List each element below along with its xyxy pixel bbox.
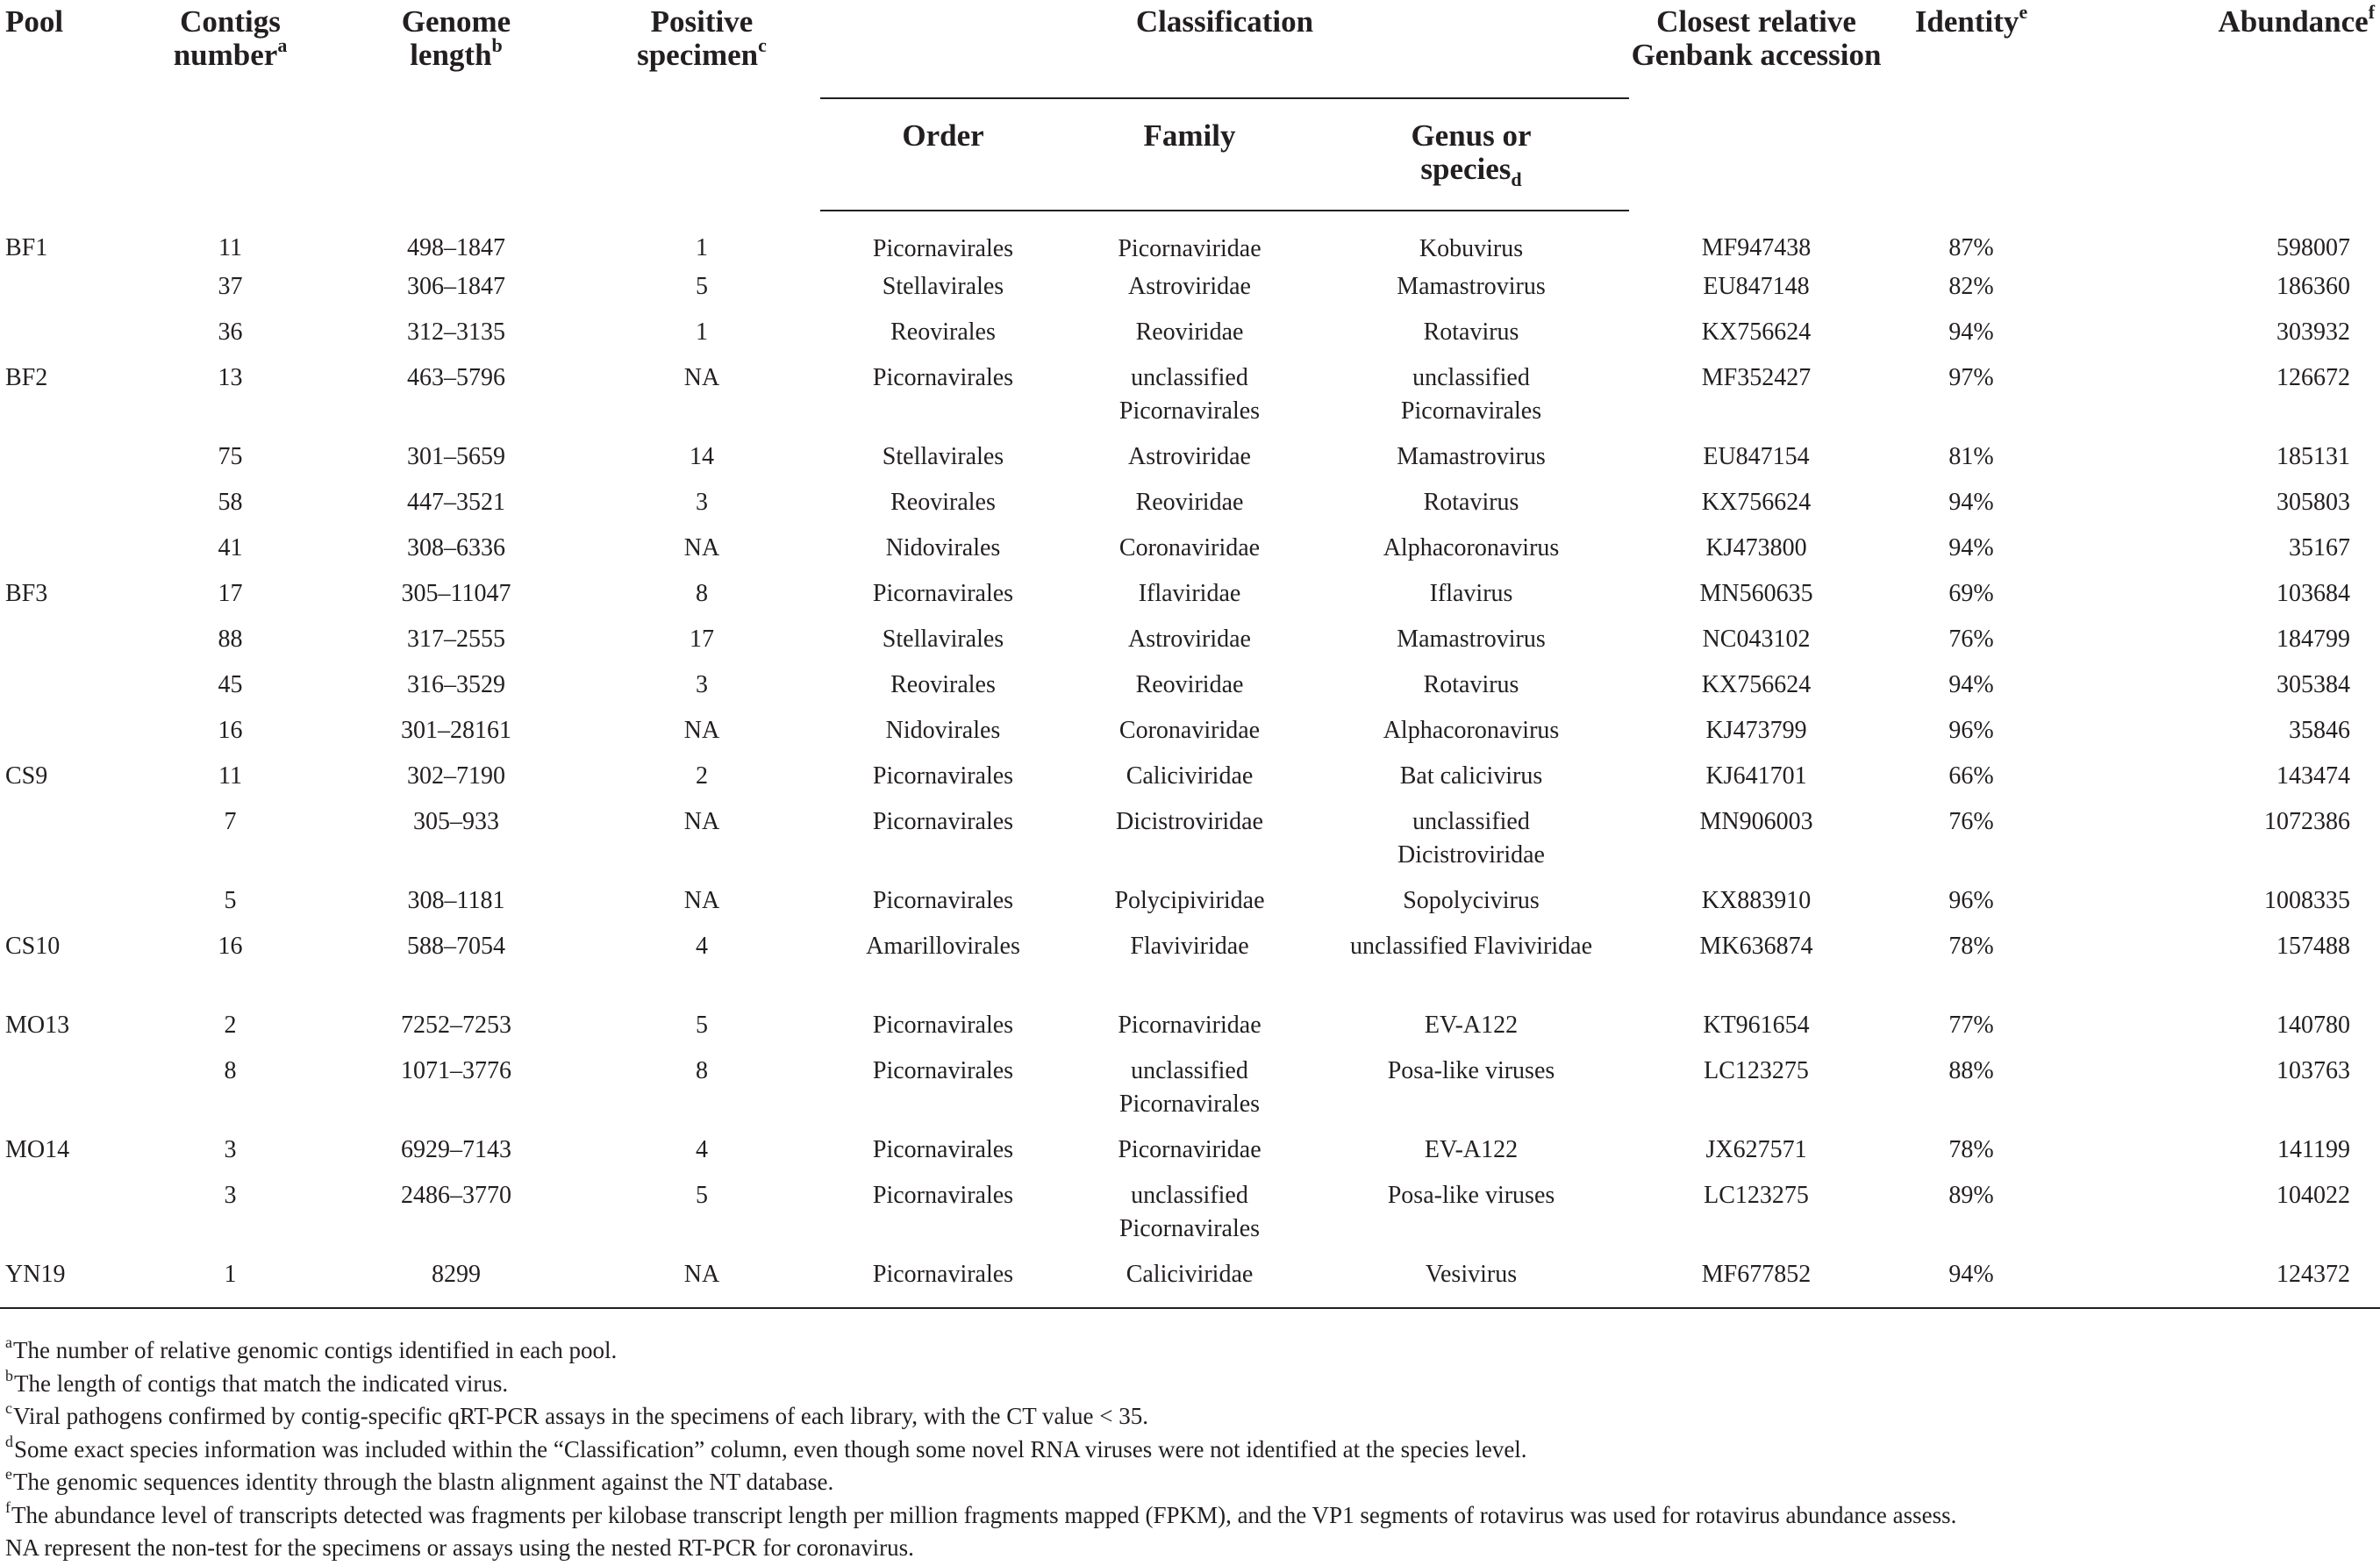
cell-genome-length: 312–3135 — [407, 318, 505, 346]
footnote — [5, 1368, 2374, 1401]
cell-contigs-number: 16 — [218, 717, 243, 744]
table-row — [0, 482, 2380, 527]
cell-identity: 94% — [1883, 1254, 2059, 1308]
cell-genbank-accession: KX756624 — [1701, 318, 1812, 346]
cell-pool — [0, 266, 132, 311]
footnote — [5, 1499, 2374, 1533]
cell-order: Picornavirales — [872, 1012, 1014, 1039]
cell-identity: 96% — [1948, 717, 1994, 744]
cell-pool — [0, 436, 132, 482]
header-classification: Classification — [820, 0, 1629, 98]
cell-identity: 97% — [1948, 364, 1994, 391]
cell-positive-specimen: 14 — [690, 443, 714, 470]
table-row — [0, 755, 2380, 801]
cell-order: Picornavirales — [872, 1057, 1014, 1084]
cell-positive-specimen: NA — [683, 808, 720, 835]
cell-order: Stellavirales — [882, 626, 1004, 653]
footnote — [5, 1434, 2374, 1467]
table-row — [0, 926, 2380, 1005]
cell-genome-length: 7252–7253 — [401, 1012, 511, 1039]
cell-abundance: 184799 — [2276, 626, 2351, 653]
cell-positive-specimen: 1 — [696, 234, 708, 261]
cell-genus-species: Iflavirus — [1429, 580, 1513, 607]
cell-abundance: 1008335 — [2264, 887, 2351, 914]
cell-pool — [0, 311, 132, 357]
cell-pool — [0, 664, 132, 710]
footnote — [5, 1532, 2374, 1565]
cell-genome-length: 305–11047 — [401, 580, 511, 607]
cell-genome-length: 498–1847 — [407, 234, 505, 261]
cell-genome-length: 301–5659 — [407, 443, 505, 470]
cell-order: Picornavirales — [872, 762, 1014, 790]
cell-identity: 94% — [1948, 318, 1994, 346]
cell-contigs-number: 13 — [218, 364, 243, 391]
cell-genome-length: 463–5796 — [407, 364, 505, 391]
cell-identity: 76% — [1948, 626, 1994, 653]
footnote-mark: d — [5, 1432, 13, 1450]
cell-family: Astroviridae — [1128, 443, 1251, 470]
table-row — [0, 1254, 2380, 1308]
cell-abundance: 35167 — [2289, 534, 2351, 561]
classification-rule — [820, 97, 1629, 99]
table-row — [0, 880, 2380, 926]
cell-genbank-accession: MF352427 — [1701, 364, 1812, 391]
cell-order: Picornavirales — [872, 887, 1014, 914]
cell-order: Picornavirales — [872, 1136, 1014, 1163]
cell-genome-length: 302–7190 — [407, 762, 505, 790]
cell-positive-specimen: NA — [683, 717, 720, 744]
cell-identity: 94% — [1948, 534, 1994, 561]
table-row — [0, 357, 2380, 436]
cell-genbank-accession: KX756624 — [1701, 671, 1812, 698]
cell-genus-species: unclassified Flaviviridae — [1349, 933, 1593, 960]
cell-pool — [0, 1175, 132, 1254]
header-order: Order — [820, 98, 1066, 211]
cell-family: Polycipiviridae — [1114, 887, 1265, 914]
cell-family: Reoviridae — [1135, 671, 1244, 698]
table-row — [0, 436, 2380, 482]
cell-contigs-number: 75 — [218, 443, 243, 470]
cell-genbank-accession: KT961654 — [1703, 1012, 1810, 1039]
cell-genus-species: Mamastrovirus — [1397, 273, 1546, 300]
cell-order: Picornavirales — [872, 1182, 1014, 1209]
cell-contigs-number: 36 — [218, 318, 243, 346]
cell-genus-species: Mamastrovirus — [1397, 626, 1546, 653]
table-row — [0, 211, 2380, 266]
cell-genus-species: Vesivirus — [1313, 1254, 1629, 1308]
cell-genbank-accession: MF947438 — [1701, 234, 1812, 261]
table-row — [0, 1129, 2380, 1175]
table-row — [0, 1175, 2380, 1254]
cell-family: Caliciviridae — [1066, 1254, 1313, 1308]
cell-family: Reoviridae — [1135, 489, 1244, 516]
cell-abundance: 143474 — [2276, 762, 2351, 790]
header-contigs-number: Contigs number$^a$ — [173, 4, 288, 72]
cell-genus-species: Posa-like viruses — [1387, 1182, 1555, 1209]
header-genus-species: Genus or species$_d$ — [1313, 98, 1629, 211]
cell-genbank-accession: JX627571 — [1705, 1136, 1807, 1163]
cell-genbank-accession: KJ473799 — [1705, 717, 1807, 744]
cell-identity: 89% — [1948, 1182, 1994, 1209]
cell-pool: CS10 — [5, 933, 61, 960]
cell-order: Stellavirales — [882, 273, 1004, 300]
cell-family: Coronaviridae — [1119, 717, 1261, 744]
header-abundance: Abundance$^f$ — [2218, 1, 2376, 39]
cell-identity: 94% — [1948, 671, 1994, 698]
cell-genbank-accession: MK636874 — [1699, 933, 1813, 960]
cell-genome-length: 8299 — [329, 1254, 583, 1308]
cell-pool — [0, 482, 132, 527]
cell-genome-length: 1071–3776 — [401, 1057, 511, 1084]
footnote-text: The genomic sequences identity through the blastn alignment against the NT database. — [13, 1469, 834, 1495]
cell-genome-length: 316–3529 — [407, 671, 505, 698]
cell-genus-species: Posa-like viruses — [1387, 1057, 1555, 1084]
cell-contigs-number: 41 — [218, 534, 243, 561]
cell-genome-length: 6929–7143 — [401, 1136, 511, 1163]
cell-abundance: 305803 — [2276, 489, 2351, 516]
cell-genbank-accession: KJ473800 — [1705, 534, 1807, 561]
cell-positive-specimen: NA — [683, 887, 720, 914]
cell-positive-specimen: 8 — [696, 580, 708, 607]
cell-positive-specimen: 4 — [696, 1136, 708, 1163]
cell-contigs-number: 45 — [218, 671, 243, 698]
cell-abundance: 126672 — [2276, 364, 2351, 391]
cell-order: Nidovirales — [885, 717, 1001, 744]
cell-order: Picornavirales — [872, 808, 1014, 835]
cell-genus-species: Rotavirus — [1423, 489, 1519, 516]
cell-family: Iflaviridae — [1138, 580, 1241, 607]
header-family: Family — [1066, 98, 1313, 211]
cell-positive-specimen: 5 — [696, 1182, 708, 1209]
cell-contigs-number: 17 — [218, 580, 243, 607]
cell-genbank-accession: NC043102 — [1702, 626, 1811, 653]
cell-genus-species: Bat calicivirus — [1399, 762, 1543, 790]
cell-contigs-number: 2 — [224, 1012, 237, 1039]
table-row — [0, 266, 2380, 311]
cell-identity: 87% — [1948, 234, 1994, 261]
cell-positive-specimen: 3 — [696, 489, 708, 516]
footnote-text: The number of relative genomic contigs identified in each pool. — [13, 1337, 618, 1363]
cell-identity: 78% — [1948, 1136, 1994, 1163]
cell-genus-species: Sopolycivirus — [1403, 887, 1540, 914]
cell-family: unclassified Picornavirales — [1119, 364, 1261, 425]
cell-identity: 81% — [1948, 443, 1994, 470]
cell-genbank-accession: LC123275 — [1704, 1057, 1809, 1084]
cell-genus-species: Rotavirus — [1423, 318, 1519, 346]
cell-positive-specimen: 8 — [696, 1057, 708, 1084]
cell-genome-length: 305–933 — [413, 808, 499, 835]
cell-order: Picornavirales — [820, 1254, 1066, 1308]
cell-positive-specimen: 5 — [696, 273, 708, 300]
footnote-text: Some exact species information was included within the “Classification” column, even though some novel RNA viruses were not identified at the species level. — [14, 1435, 1527, 1462]
cell-family: Dicistroviridae — [1116, 808, 1263, 835]
header-positive-specimen: Positive specimen$^c$ — [637, 4, 767, 72]
cell-identity: 78% — [1948, 933, 1994, 960]
table-row — [0, 1005, 2380, 1050]
cell-genome-length: 2486–3770 — [401, 1182, 511, 1209]
cell-positive-specimen: 3 — [696, 671, 708, 698]
cell-genus-species: Rotavirus — [1423, 671, 1519, 698]
cell-identity: 76% — [1948, 808, 1994, 835]
footnotes — [5, 1334, 2374, 1565]
cell-identity: 88% — [1948, 1057, 1994, 1084]
cell-order: Nidovirales — [885, 534, 1001, 561]
cell-abundance: 103684 — [2276, 580, 2351, 607]
cell-genome-length: 308–6336 — [407, 534, 505, 561]
cell-abundance: 303932 — [2276, 318, 2351, 346]
cell-pool: YN19 — [0, 1254, 132, 1308]
footnote-mark: f — [5, 1498, 11, 1516]
cell-order: Picornavirales — [872, 364, 1014, 391]
cell-positive-specimen: 17 — [690, 626, 714, 653]
cell-order: Stellavirales — [882, 443, 1004, 470]
cell-contigs-number: 58 — [218, 489, 243, 516]
cell-pool: CS9 — [5, 762, 48, 790]
cell-abundance: 157488 — [2276, 933, 2351, 960]
table-body — [0, 211, 2380, 1308]
cell-abundance: 104022 — [2276, 1182, 2351, 1209]
cell-family: Picornaviridae — [1118, 1136, 1261, 1163]
cell-positive-specimen: 4 — [696, 933, 708, 960]
footnote — [5, 1466, 2374, 1499]
cell-pool — [0, 527, 132, 573]
cell-order: Reovirales — [890, 489, 996, 516]
cell-genbank-accession: KJ641701 — [1705, 762, 1807, 790]
cell-genus-species: Alphacoronavirus — [1383, 717, 1560, 744]
table-row — [0, 619, 2380, 664]
cell-abundance: 305384 — [2276, 671, 2351, 698]
cell-abundance: 598007 — [2276, 234, 2351, 261]
cell-abundance: 140780 — [2276, 1012, 2351, 1039]
cell-genbank-accession: MN560635 — [1699, 580, 1813, 607]
header-pool: Pool — [5, 4, 64, 39]
table-row — [0, 710, 2380, 755]
cell-genome-length: 447–3521 — [407, 489, 505, 516]
cell-family: Reoviridae — [1135, 318, 1244, 346]
cell-genus-species: Alphacoronavirus — [1383, 534, 1560, 561]
cell-order: Picornavirales — [872, 235, 1014, 262]
cell-abundance: 186360 — [2276, 273, 2351, 300]
table-header — [0, 0, 2380, 211]
cell-order: Amarillovirales — [866, 933, 1020, 960]
cell-abundance: 1072386 — [2264, 808, 2351, 835]
footnote-mark: b — [5, 1366, 13, 1384]
cell-genus-species: EV-A122 — [1424, 1136, 1519, 1163]
cell-order: Reovirales — [890, 671, 996, 698]
cell-positive-specimen: 2 — [696, 762, 708, 790]
cell-abundance: 35846 — [2289, 717, 2351, 744]
cell-genus-species: unclassified Dicistroviridae — [1397, 808, 1545, 869]
cell-genus-species: unclassified Picornavirales — [1400, 364, 1542, 425]
cell-genbank-accession: EU847148 — [1703, 273, 1810, 300]
cell-family: unclassified Picornavirales — [1119, 1057, 1261, 1118]
cell-abundance: 103763 — [2276, 1057, 2351, 1084]
cell-contigs-number: 1 — [132, 1254, 329, 1308]
cell-order: Reovirales — [890, 318, 996, 346]
cell-genus-species: Mamastrovirus — [1397, 443, 1546, 470]
cell-genbank-accession: MN906003 — [1699, 808, 1813, 835]
cell-genbank-accession: KX883910 — [1701, 887, 1812, 914]
cell-contigs-number: 88 — [218, 626, 243, 653]
cell-contigs-number: 3 — [224, 1136, 237, 1163]
cell-family: Caliciviridae — [1126, 762, 1254, 790]
cell-identity: 66% — [1948, 762, 1994, 790]
cell-order: Picornavirales — [872, 580, 1014, 607]
cell-positive-specimen: 1 — [696, 318, 708, 346]
cell-positive-specimen: NA — [683, 364, 720, 391]
cell-pool — [0, 801, 132, 880]
cell-contigs-number: 11 — [218, 234, 242, 261]
cell-genome-length: 301–28161 — [401, 717, 511, 744]
footnote-text: The length of contigs that match the indicated virus. — [14, 1369, 509, 1397]
cell-pool: MO14 — [5, 1136, 70, 1163]
cell-genus-species: EV-A122 — [1424, 1012, 1519, 1039]
cell-identity: 77% — [1948, 1012, 1994, 1039]
cell-positive-specimen: NA — [683, 534, 720, 561]
cell-genome-length: 306–1847 — [407, 273, 505, 300]
table-row — [0, 527, 2380, 573]
cell-genome-length: 308–1181 — [407, 887, 505, 914]
table-row — [0, 573, 2380, 619]
cell-pool — [0, 619, 132, 664]
cell-pool: BF1 — [5, 234, 48, 261]
table-row — [0, 311, 2380, 357]
table-row — [0, 801, 2380, 880]
footnote-text: Viral pathogens confirmed by contig-specific qRT-PCR assays in the specimens of each library, with the CT value < 35. — [13, 1403, 1148, 1429]
footnote-mark: c — [5, 1399, 12, 1417]
footnote-text: NA represent the non-test for the specimens or assays using the nested RT-PCR for coronavirus. — [5, 1534, 914, 1561]
cell-pool: MO13 — [5, 1012, 70, 1039]
cell-pool — [0, 880, 132, 926]
cell-genbank-accession: LC123275 — [1704, 1182, 1809, 1209]
cell-identity: 69% — [1948, 580, 1994, 607]
cell-positive-specimen: NA — [583, 1254, 820, 1308]
table-row — [0, 1050, 2380, 1129]
cell-positive-specimen: 5 — [696, 1012, 708, 1039]
cell-pool: BF2 — [5, 364, 48, 391]
cell-pool: BF3 — [5, 580, 48, 607]
cell-family: Flaviviridae — [1130, 933, 1249, 960]
cell-identity: 82% — [1948, 273, 1994, 300]
footnote-text: The abundance level of transcripts detected was fragments per kilobase transcript length per million fragments mapped (FPKM), and the VP1 segments of rotavirus was used for rotavirus abundance assess. — [11, 1501, 1957, 1528]
cell-identity: 96% — [1948, 887, 1994, 914]
cell-genus-species: Kobuvirus — [1419, 235, 1524, 262]
header-genome-length: Genome length$^b$ — [401, 4, 511, 72]
header-closest-relative: Closest relative Genbank accession — [1631, 4, 1882, 72]
cell-genbank-accession: KX756624 — [1701, 489, 1812, 516]
cell-genome-length: 317–2555 — [407, 626, 505, 653]
cell-pool — [0, 710, 132, 755]
cell-contigs-number: 16 — [218, 933, 243, 960]
cell-genbank-accession: EU847154 — [1703, 443, 1810, 470]
header-identity: Identity$^e$ — [1914, 1, 2028, 39]
cell-abundance: 124372 — [2059, 1254, 2380, 1308]
cell-contigs-number: 37 — [218, 273, 243, 300]
cell-contigs-number: 8 — [224, 1057, 237, 1084]
cell-family: Astroviridae — [1128, 273, 1251, 300]
footnote — [5, 1400, 2374, 1434]
cell-family: Coronaviridae — [1119, 534, 1261, 561]
cell-family: Picornaviridae — [1118, 1012, 1261, 1039]
footnote-mark: e — [5, 1465, 12, 1483]
cell-family: unclassified Picornavirales — [1119, 1182, 1261, 1242]
footnote — [5, 1334, 2374, 1368]
cell-contigs-number: 5 — [224, 887, 237, 914]
cell-genbank-accession: MF677852 — [1629, 1254, 1883, 1308]
cell-identity: 94% — [1948, 489, 1994, 516]
cell-abundance: 185131 — [2276, 443, 2351, 470]
table-row — [0, 664, 2380, 710]
cell-contigs-number: 7 — [224, 808, 237, 835]
cell-abundance: 141199 — [2277, 1136, 2351, 1163]
cell-family: Astroviridae — [1128, 626, 1251, 653]
cell-pool — [0, 1050, 132, 1129]
cell-genome-length: 588–7054 — [407, 933, 505, 960]
footnote-mark: a — [5, 1334, 12, 1351]
cell-contigs-number: 3 — [224, 1182, 237, 1209]
cell-family: Picornaviridae — [1118, 235, 1261, 262]
cell-contigs-number: 11 — [218, 762, 242, 790]
